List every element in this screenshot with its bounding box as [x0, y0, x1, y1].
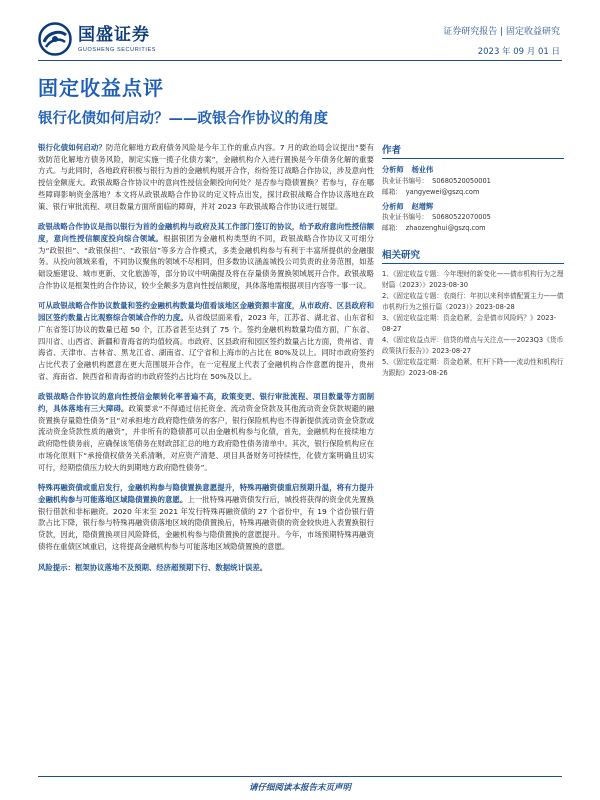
- email-link[interactable]: zhaozenghui@gszq.com: [405, 224, 486, 232]
- related-report-link[interactable]: 3、《固定收益定期：资金趋紧，会是债市风险吗？》2023-08-27: [382, 314, 557, 333]
- doc-type-heading: 固定收益点评: [38, 76, 164, 100]
- paragraph-text: 上一批特殊再融资债发行后，城投将获得的资金优先置换银行借款和非标融资。2020 年末至 2021 年发行特殊再融资债的 27 个省份中，有 19 个省份银行借款占比下降，银行参与特殊再融资债落地区域的隐债置换后，特殊再融资债的资金较快进入表置换银行贷款，因此，隐债置换项目风险降低，金融机构参与隐债置换的意愿提升。今年，市场预期特殊再融资债将在重债区域重启，这将提高金融机构参与可能落地区域隐债置换的意愿。: [38, 494, 374, 551]
- related-research-heading: 相关研究: [382, 247, 564, 264]
- paragraph-obstacles: [38, 391, 374, 473]
- related-report-link[interactable]: 1、《固定收益专题：今年理财的新变化——债市机构行为之理财篇（2023）》2023-08-30: [382, 270, 564, 289]
- paragraph-regional: [38, 300, 374, 382]
- paragraph-lead: 银行化债如何启动？: [38, 143, 107, 152]
- license-label: 执业证书编号：: [382, 176, 429, 185]
- email-label: 邮箱：: [382, 187, 402, 196]
- report-date: 2023 年 09 月 01 日: [477, 47, 560, 57]
- paragraph-text: 框架协议落地不及预期、经济超预期下行、数据统计误差。: [74, 562, 268, 572]
- paragraph-lead: 政银战略合作协议的意向性授信金额转化率普遍不高，政策变更、银行审批流程、项目数量等方面制约，具体落地有三大障碍。: [38, 392, 374, 414]
- paragraph-lead: 政银战略合作协议是指以银行为首的金融机构与政府及其工作部门签订的协议，给予政府意向性授信额度，意向性授信额度投向综合领域。: [38, 222, 374, 243]
- related-report-link[interactable]: 5、《固定收益定期：资金趋紧，杠杆下降——流动性和机构行为跟踪》2023-08-26: [382, 358, 564, 377]
- email-link[interactable]: yangyewei@gszq.com: [405, 187, 480, 196]
- related-report-link[interactable]: 4、《固定收益点评：信贷的增点与关注点——2023Q3《货币政策执行报告》》2023-08-27: [382, 336, 564, 355]
- page-header: [0, 0, 600, 68]
- paragraph-text: 政策要求“不得通过信托资金、流动资金贷款及其他流动资金贷款规避的融资置换存量隐性债务”且“对承担地方政府隐性债务的客户，银行保险机构也不得新提供流动资金贷款或流动资金贷款性质的融资”，并非所有的隐债都可以由金融机构参与化债，首先，金融机构在接续地方政府隐性债务前，应确保该笔债务在财政部汇总的地方政府隐性债务清单中。其次，银行保险机构应在市场化原则下“承接债权债务关系清晰，对应资产清楚、项目具备财务可持续性，化债方案明确且切实可行，经期偿债压力较大的到期地方政府隐性债务”。: [38, 404, 374, 472]
- logo-icon: [38, 22, 72, 56]
- main-body: [38, 142, 374, 582]
- related-report-link[interactable]: 2、《固定收益专题：农商行：年初以来利率债配置主力——债市机构行为之银行篇（2023）》2023-08-28: [382, 292, 564, 311]
- license-number: S0680522070005: [432, 213, 491, 221]
- paragraph-definition: [38, 221, 374, 291]
- email-label: 邮箱：: [382, 224, 402, 232]
- analyst-role: 分析师: [382, 165, 404, 174]
- paragraph-text: 防范化解地方政府债务风险是今年工作的重点内容。7 月的政治局会议提出“要有效防范化解地方债务风险，制定实施一揽子化债方案”，金融机构介入进行置换是今年债务化解的重要方式。与此同时，各地政府积极与银行为首的金融机构展开合作，纷纷签订战略合作协议，涉及意向性授信金额庞大。政银战略合作协议中的意向性授信金额投向何处？是否参与隐债置换？若参与，存在哪些障碍影响资金落地？本文将从政银战略合作协议的定义特点出发，探讨政银战略合作协议落地在政策、银行审批流程、项目数量方面所面临的障碍，并对 2023 年政银战略合作协议进行展望。: [38, 143, 374, 211]
- logo-name-cn: 国盛证券: [78, 24, 150, 45]
- paragraph-intro: [38, 142, 374, 212]
- paragraph-text: 根据银团为金融机构类型的不同，政银战略合作协议又可细分为“政银担”、“政银保担”、“政银信”等多方合作模式，多类金融机构参与有利于丰富所提供的金融服务。从投向领域来看，不同协议聚焦的领域不尽相同，但多数协议涵盖城投公司负责的业务范围，如基础设施建设、城市更新、文化旅游等，部分协议中明确提及将在存量债务置换领域展开合作。政银战略合作协议是框架性的合作协议，较少全额多为意向性授信额度，具体落地需根据项目内容等一事一议。: [38, 233, 374, 290]
- paragraph-outlook: [38, 482, 374, 552]
- footer-disclaimer: 请仔细阅读本报告末页声明: [248, 783, 351, 793]
- license-label: 执业证书编号：: [382, 213, 429, 221]
- analyst-name: 赵增辉: [411, 201, 434, 211]
- logo-name-en: GUOSHENG SECURITIES: [78, 46, 157, 53]
- paragraph-lead: 可从政银战略合作协议数量和签约金融机构数量均值看该地区金融资源丰富度，从市政府、区县政府和园区签约数量占比观察综合领域合作的力度。: [38, 301, 374, 323]
- license-number: S0680520050001: [432, 176, 491, 185]
- authors-heading: 作者: [382, 142, 564, 159]
- report-category: 证券研究报告 | 固定收益研究: [443, 27, 560, 37]
- doc-title: 银行化债如何启动？——政银合作协议的角度: [38, 110, 328, 127]
- footer-divider: [38, 776, 562, 777]
- sidebar: [382, 142, 564, 379]
- analyst-role: 分析师: [382, 201, 404, 211]
- paragraph-lead: 风险提示：: [38, 562, 75, 572]
- header-divider: [38, 60, 562, 61]
- paragraph-lead: 特殊再融资债或重启发行，金融机构参与隐债置换意愿提升，特殊再融资债重启预期升温，将有力提升金融机构参与可能落地区域隐债置换的意愿。: [38, 483, 374, 504]
- paragraph-text: 从省级层面来看，2023 年，江苏省、湖北省、山东省和广东省签订协议的数量已超 50 个，江苏省甚至达到了 75 个。签约金融机构数量均值方面，广东省、四川省、山西省、新疆和青海省的均值较高。市政府、区县政府和园区签约数量占比方面，贵州省、青海省、天津市、吉林省、黑龙江省、湖南省、辽宁省和上海市的占比在 80%及以上。同时市政府签约占比代表了金融机构愿意在更大范围展开合作，在一定程度上代表了金融机构合作意愿的提升，贵州省、海南省、陕西省和青海省的市政府签约占比均在 50%及以上。: [38, 313, 374, 381]
- analyst-card: [382, 164, 564, 198]
- analyst-name: 杨业伟: [411, 165, 434, 174]
- company-logo: [38, 22, 156, 56]
- risk-warning: [38, 562, 374, 574]
- analyst-card: [382, 201, 564, 235]
